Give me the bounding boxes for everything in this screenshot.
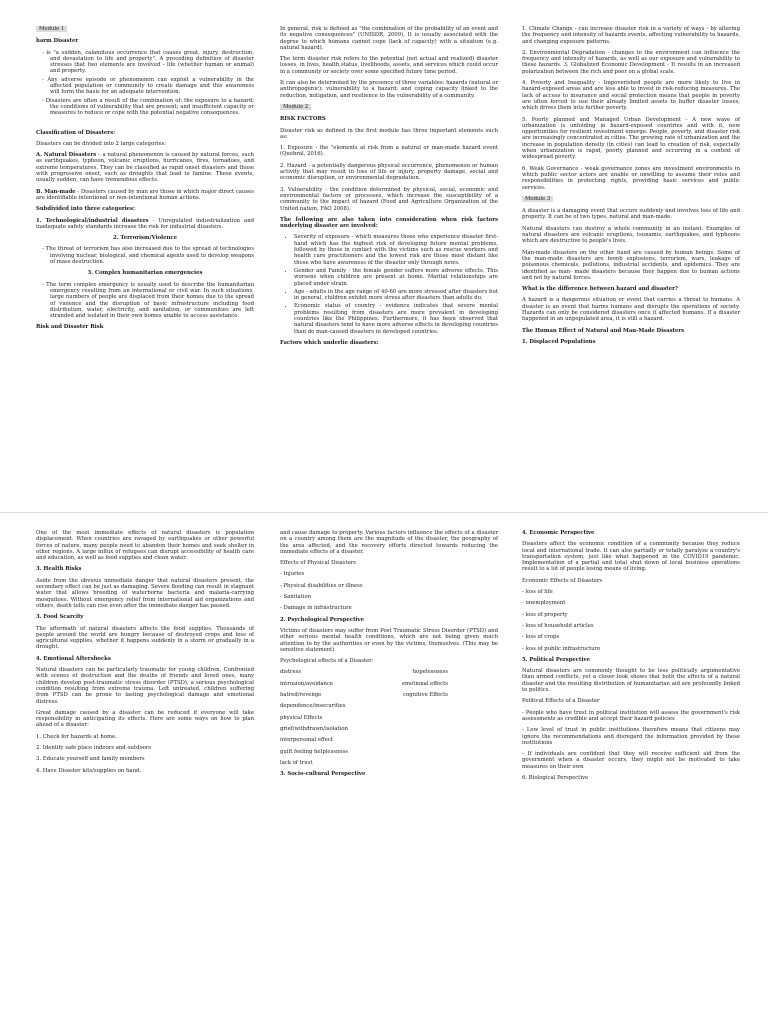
list-item: - loss of crops [522, 634, 560, 641]
list-item: guilt feeling helplessness [280, 748, 348, 755]
list-item: dependence/insecurities [280, 703, 346, 710]
list-item: grief/withdrawn/isolation [280, 725, 348, 732]
list-item: - unemployment [522, 600, 566, 607]
paragraph: In general, risk is defined as "the combination of the probability of an event and its negative consequences" (UNISDR, 2009). It is usually associated with the degree to which humans cannot cope (lack of capacity) with a situation (e.g. natural hazard). [280, 26, 498, 51]
consideration-list [280, 234, 498, 334]
human-effect-heading: The Human Effect of Natural and Man-Made Disasters [522, 327, 685, 334]
list-item: • Age - adults in the age range of 40-60 are more stressed after disasters but in general, children exhibit more stress after disasters than adults do. [294, 289, 498, 302]
paragraph: Disaster risk as defined in the first module has three important elements such as: [280, 127, 498, 140]
page2-column-1 [36, 530, 254, 779]
paragraph: Great damage caused by a disaster can be reduced if everyone will take responsibility in anticipating its effects. Here are some ways on how to plan ahead of a disaster: [36, 709, 254, 729]
list-item: physical Effects [280, 714, 323, 721]
list-item: - Injuries [280, 571, 305, 578]
paragraph: Victims of disasters may suffer from Post Traumatic Stress Disorder (PTSD) and other serious mental health conditions, which are not being given much attention to by the authorities or even by the victims, themselves. (This may be sensitive statement) [280, 627, 498, 653]
effects-row [280, 681, 498, 692]
module-3-label: Module 3 [522, 196, 553, 202]
module-1-label: Module 1 [36, 26, 67, 32]
paragraph: 2. Environmental Degradation - changes to the environment can influence the frequency and intensity of hazards, as well as our exposure and vulnerability to these hazards. 3. Globalized Economic Development - It results in an increased polarization between the rich and poor on a global scale. [522, 49, 740, 75]
paragraph: The term disaster risk refers to the potential (not actual and realized) disaster losses, in lives, health status, livelihoods, assets, and services which could occur in a community or society over some specified future time period. [280, 56, 498, 75]
list-item: emotional effects [401, 680, 448, 687]
socio-cultural-heading: 3. Socio-cultural Perspective [280, 771, 366, 778]
list-item: - The threat of terrorism has also increased due to the spread of technologies involving nuclear, biological, and chemical agents used to develop weapons of mass destruction. [50, 246, 254, 265]
list-item: - loss of household articles [522, 622, 594, 629]
list-item: - Sanitation [280, 594, 312, 601]
list-item: 2. Identify safe place indoors and outdoors [36, 745, 152, 752]
political-heading: 5. Political Perspective [522, 656, 590, 663]
emotional-heading: 4. Emotional Aftershocks [36, 655, 111, 662]
list-item: - Low level of trust in public institutions therefore means that citizens may ignore the recommendations and disregard the information provided by these institutions [522, 727, 740, 746]
list-item: - loss of life [522, 589, 553, 596]
displaced-heading: 1. Displaced Populations [522, 338, 596, 345]
terrorism-heading: 2. Terrorism/Violence [113, 235, 177, 242]
paragraph: 1. Exposure - the "elements at risk from a natural or man-made hazard event (Quebral, 2016). [280, 145, 498, 158]
risk-heading: Risk and Disaster Risk [36, 324, 104, 331]
subdivided-heading: Subdivided into three categories: [36, 206, 135, 213]
page1-column-1 [36, 26, 254, 336]
political-effects-heading: Political Effects of a Disaster [522, 698, 600, 705]
technological-heading: 1. Technological/industrial disasters [36, 217, 149, 224]
paragraph: 1. Technological/industrial disasters - Unregulated industrialization and inadequate safety standards increase the risk for industrial disasters. [36, 217, 255, 230]
paragraph: B. Man-made - Disasters caused by man are those in which major direct causes are identifiable intentional or non-intentional human actions. [36, 188, 255, 201]
list-item: distress [280, 669, 302, 676]
paragraph: 2. Hazard - a potentially dangerous physical occurrence, phenomenon or human activity that may result in loss of life or injury, property damage, social and economic disruption, or environmental degradation. [280, 162, 498, 182]
paragraph: A hazard is a dangerous situation or event that carries a threat to humans. A disaster is an event that harms humans and disrupts the operations of society. Hazards can only be considered disasters once it affected humans. If a disaster happened in an unpopulated area, it is still a hazard. [522, 297, 740, 323]
paragraph: The aftermath of natural disasters affects the food supplies. Thousands of people around the world are hungry because of destroyed crops and loss of agricultural supplies, whether it happens suddenly in a storm or gradually in a drought. [36, 625, 254, 651]
factors-heading: Factors which underlie disasters: [280, 339, 379, 346]
economic-effects-heading: Economic Effects of Disasters [522, 577, 603, 584]
list-item: - Damage in infrastructure [280, 605, 352, 612]
list-item: - Any adverse episode or phenomenon can exploit a vulnerability in the affected population or community to create damage and this awareness will form the basis for an adequate intervention. [50, 77, 254, 96]
psychological-heading: 2. Psychological Perspective [280, 616, 364, 623]
paragraph: A disaster is a damaging event that occurs suddenly and involves loss of life and property. It can be of two types, natural and man-made. [522, 208, 740, 221]
effects-row [280, 669, 498, 680]
consideration-heading: The following are also taken into consideration when risk factors underlying disaster are involved: [280, 216, 498, 230]
paragraph: Disasters can be divided into 2 large categories: [36, 140, 167, 147]
health-risks-heading: 3. Health Risks [36, 566, 82, 573]
paragraph: and cause damage to property. Various factors influence the effects of a disaster on a country among them are the magnitude of the disaster, the geography of the area affected, and the recovery efforts directed towards reducing the immediate effects of a disaster. [280, 530, 498, 555]
list-item: - is "a sudden, calamitous occurrence that causes great, injury, destruction, and devastation to life and property". A preceding definition of disaster stresses that two elements are involved - life (whether human or animal) and property. [50, 50, 254, 75]
list-item: interpersonal effect [280, 737, 333, 744]
list-item: hopelessness [412, 669, 448, 676]
document-page-2 [0, 512, 768, 1024]
list-item: 1. Check for hazards at home. [36, 733, 117, 740]
paragraph: It can also be determined by the presence of three variables: hazards (natural or anthropogenic); vulnerability to a hazard; and coping capacity linked to the reduction, mitigation, and resilience to the vulnerability of a community. [280, 80, 498, 99]
difference-heading: What is the difference between hazard and disaster? [522, 286, 678, 293]
list-item: - Physical disabilities or illness [280, 582, 363, 589]
list-item: - People who have trust in political institution will assess the government's risk assessments as credible and accept their hazard policies [522, 709, 740, 722]
paragraph: 3. Vulnerability - the condition determined by physical, social, economic and environmental factors or processes, which increase the susceptibility of a community to the impact of hazard (Food and Agriculture Organization of the United nation, FAO 2008). [280, 186, 498, 212]
biological-heading: 6. Biological Perspective [522, 775, 589, 782]
paragraph: Aside from the obvious immediate danger that natural disasters present, the secondary effect can be just as damaging. Severe flooding can result in stagnant water that allows breeding of waterborne bacteria and malaria-carrying mosquitoes. Without emergency relief from international aid organizations and others, death tolls can rise even after the immediate danger has passed. [36, 577, 254, 609]
list-item: lack of trust [280, 759, 313, 766]
list-item: 3. Educate yourself and family members [36, 756, 145, 763]
list-item: - If individuals are confident that they will receive sufficient aid from the government when a disaster occurs, they might not be motivated to take measures on their own [522, 751, 740, 770]
risk-factors-heading: RISK FACTORS [280, 116, 326, 123]
list-item: • Gender and Family - the female gender suffers more adverse effects. This worsens when children are present at home. Marital relationships are placed under strain. [294, 268, 498, 287]
psych-effects-heading: Psychological effects of a Disaster: [280, 658, 374, 665]
paragraph: 6. Weak Governance - weak governance zones are investment environments in which public sector actors are unable or unwilling to assume their roles and responsibilities in protecting rights, providing basic services and public services. [522, 165, 740, 191]
paragraph: Natural disasters are commonly thought to be less politically argumentative than armed conflicts, yet a closer look shows that both the effects of a natural disaster and the resulting distribution of humanitarian aid are profoundly linked to politics. [522, 668, 740, 694]
classification-heading: Classification of Disasters: [36, 129, 116, 136]
economic-heading: 4. Economic Perspective [522, 530, 595, 536]
paragraph: Man-made disasters on the other hand are caused by human beings. Some of the man-made disasters are bomb explosions, terrorism, wars, leakage of poisonous chemicals, pollutions, industrial accidents, and epidemics. They are identified as man- made disasters because they happen due to human actions and not by natural forces. [522, 249, 740, 281]
complex-emergencies-heading: 3. Complex humanitarian emergencies [87, 270, 203, 277]
paragraph: Natural disasters can destroy a whole community in an instant. Examples of natural disasters are volcanic eruptions, tsunamis, earthquakes, and typhoons which are destructive to people's lives. [522, 225, 740, 245]
list-item: • Severity of exposure - which measures those who experience disaster first-hand which has the highest risk of developing future mental problems, followed by those in contact with the victims such as rescue workers and health care practitioners and the lowest risk are those most distant like those who have awareness of the disaster only through news. [294, 234, 498, 265]
list-item: • Economic status of country - evidence indicates that severe mental problems resulting from disasters are more prevalent in developing countries like the Philippines. Furthermore, it has been observed that natural disasters tend to have more adverse effects in developing countries than do man-caused disasters in developed countries. [294, 303, 498, 334]
module-2-label: Module 2 [280, 104, 311, 110]
paragraph: One of the most immediate effects of natural disasters is population displacement. When countries are ravaged by earthquakes or other powerful forces of nature, many people need to abandon their homes and seek shelter in other regions. A large influx of refugees can disrupt accessibility of health care and education, as well as food supplies and clean water. [36, 530, 254, 562]
harm-list [36, 50, 254, 117]
paragraph: 1. Climate Change - can increase disaster risk in a variety of ways - by altering the frequency and intensity of hazards events, affecting vulnerability to hazards, and changing exposure patterns. [522, 26, 740, 45]
paragraph: 5. Poorly planned and Managed Urban Development - A new wave of urbanization is unfolding in hazard-exposed countries and with it, new opportunities for resilient investment emerge. People, poverty, and disaster risk are increasingly concentrated in cities. The growing rate of urbanization and the increase in population density (in cities) can lead to creation of risk, especially when urbanization is rapid, poorly planned and occurring in a context of widespread poverty. [522, 116, 740, 161]
effects-row [280, 692, 498, 703]
physical-effects-heading: Effects of Physical Disasters [280, 560, 357, 567]
list-item: cognitive Effects [403, 692, 448, 699]
page1-column-3 [522, 26, 740, 350]
paragraph: Natural disasters can be particularly traumatic for young children. Confronted with scenes of destruction and the deaths of friends and loved ones, many children develop post-traumatic stress disorder (PTSD), a serious psychological condition resulting from extreme trauma. Left untreated, children suffering from PTSD can be prone to lasting psychological damage and emotional distress. [36, 667, 254, 705]
page2-column-2 [280, 530, 498, 782]
list-item: 4. Have Disaster kits/supplies on hand. [36, 767, 142, 774]
list-item: - loss of property [522, 611, 568, 618]
page2-column-3 [522, 530, 740, 786]
paragraph: A. Natural Disasters – a natural phenomenon is caused by natural forces, such as earthquakes, typhoon, volcanic eruptions, hurricanes, fires, tornadoes, and extreme temperatures. They can be classified as rapid onset disasters and those with progressive onset, such as droughts that lead to famine. These events, usually sudden, can have tremendous effects. [36, 152, 254, 184]
list-item: - loss of public infrastructure [522, 645, 601, 652]
man-made-term: B. Man-made [36, 188, 76, 195]
list-item: - Disasters are often a result of the combination of: the exposure to a hazard; the conditions of vulnerability that are present; and insufficient capacity or measures to reduce or cope with the potential negative consequences. [50, 98, 254, 117]
list-item: - The term complex emergency is usually used to describe the humanitarian emergency resulting from an international or civil war. In such situations, large numbers of people are displaced from their homes due to the spread of violence and the disruption of basic infrastructure including food distribution, water, electricity, and sanitation, or communities are left stranded and isolated in their own homes unable to access assistance. [50, 282, 254, 320]
natural-disasters-term: A. Natural Disasters [36, 152, 97, 159]
paragraph: 4. Poverty and Inequality - Impoverished people are more likely to live in hazard-exposed areas and are less able to invest in risk-reducing measures. The lack of access to insurance and social protection means that people in poverty are often forced to use their already limited assets to buffer disaster losses, which drives them into further poverty. [522, 80, 740, 112]
list-item: intrusion/avoidance [280, 680, 334, 687]
list-item: hatred/revenge [280, 692, 322, 699]
paragraph: Disasters affect the economic condition of a community because they reduce local and international trade. It can also partially or totally paralyze a country's transportation system, just like what happened in the COVID19 pandemic. Implementation of a partial and total shut down of local business operations result to a lot of people losing means of living. [522, 541, 740, 573]
food-scarcity-heading: 3. Food Scarcity [36, 614, 84, 621]
harm-disaster-heading: harm Disaster [36, 38, 79, 45]
page1-column-2 [280, 26, 498, 351]
